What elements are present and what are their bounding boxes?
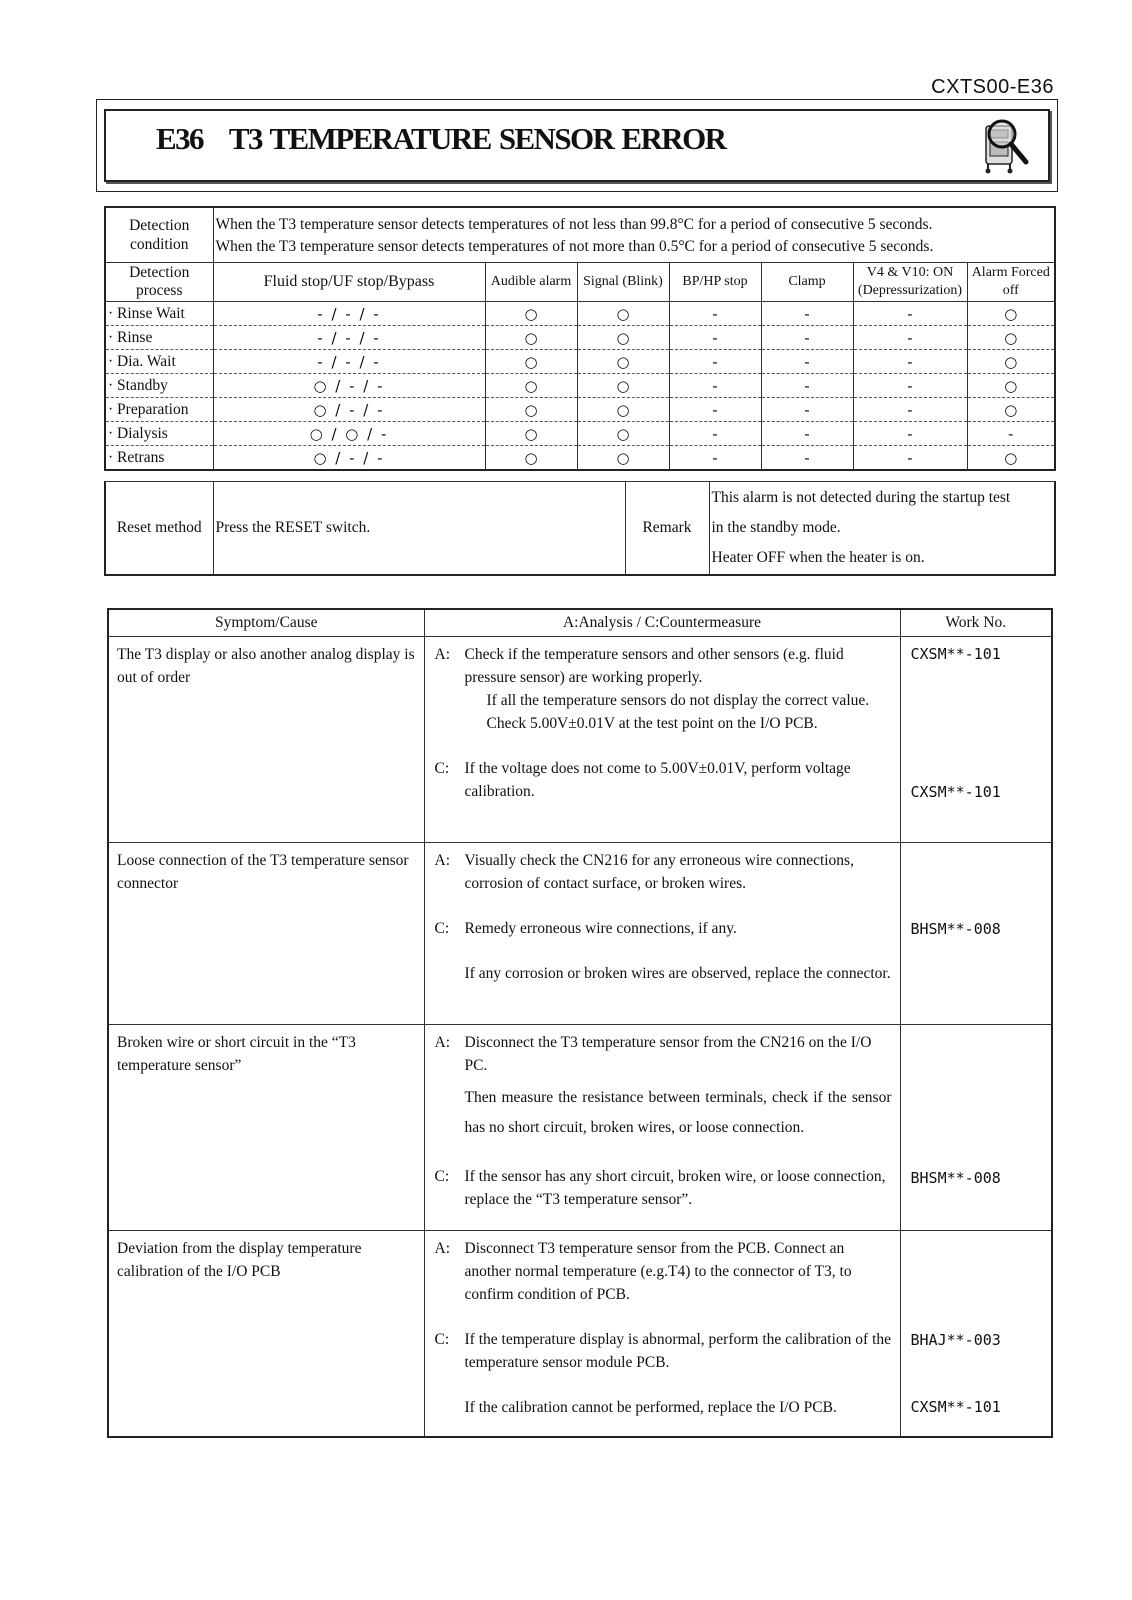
process-row <box>105 398 1055 422</box>
signal-status: ○ <box>577 374 669 398</box>
reset-method-text: Press the RESET switch. <box>213 482 625 576</box>
page-title <box>156 121 725 157</box>
header-alarm-forced-off: Alarm Forced off <box>967 263 1055 302</box>
detection-condition-label: Detection condition <box>105 207 213 263</box>
process-row <box>105 302 1055 326</box>
header-signal: Signal (Blink) <box>577 263 669 302</box>
condition-line: When the T3 temperature sensor detects temperatures of not less than 99.8°C for a period of consecutive 5 seconds. <box>215 216 933 233</box>
alarm-status: ○ <box>967 374 1055 398</box>
bp-status: - <box>669 446 761 471</box>
analysis-tag: A: <box>434 852 450 869</box>
clamp-status: - <box>761 302 853 326</box>
v4-status: - <box>853 422 967 446</box>
audible-status: ○ <box>485 374 577 398</box>
document-id: CXTS00-E36 <box>931 76 1054 98</box>
header-audible: Audible alarm <box>485 263 577 302</box>
process-name: · Rinse Wait <box>105 302 213 326</box>
bp-status: - <box>669 350 761 374</box>
header-fluid: Fluid stop/UF stop/Bypass <box>213 263 485 302</box>
analysis-tag: A: <box>434 1240 450 1257</box>
alarm-status: - <box>967 422 1055 446</box>
header-clamp: Clamp <box>761 263 853 302</box>
process-row <box>105 326 1055 350</box>
work-number: CXSM**-101 <box>910 783 1001 801</box>
fluid-status: ○ / - / - <box>213 374 485 398</box>
error-code: E36 <box>156 121 203 156</box>
header-v4-v10: V4 & V10: ON (Depressurization) <box>853 263 967 302</box>
analysis-subtext: If all the temperature sensors do not display the correct value. <box>486 692 870 709</box>
audible-status: ○ <box>485 326 577 350</box>
process-row <box>105 446 1055 471</box>
bp-status: - <box>669 398 761 422</box>
process-name: · Retrans <box>105 446 213 471</box>
bp-status: - <box>669 302 761 326</box>
process-name: · Dia. Wait <box>105 350 213 374</box>
troubleshooting-table <box>107 608 1053 1438</box>
header-analysis: A:Analysis / C:Countermeasure <box>424 609 900 637</box>
alarm-status: ○ <box>967 446 1055 471</box>
remark-line: Heater OFF when the heater is on. <box>711 549 925 566</box>
process-name: · Dialysis <box>105 422 213 446</box>
remark-line: in the standby mode. <box>711 519 841 536</box>
alarm-status: ○ <box>967 398 1055 422</box>
table-row <box>108 1025 1052 1231</box>
table-row <box>108 1231 1052 1437</box>
remark-text <box>709 482 1055 576</box>
v4-status: - <box>853 446 967 471</box>
v4-status: - <box>853 398 967 422</box>
error-title: T3 TEMPERATURE SENSOR ERROR <box>228 121 726 156</box>
v4-status: - <box>853 302 967 326</box>
clamp-status: - <box>761 350 853 374</box>
process-name: · Rinse <box>105 326 213 350</box>
alarm-status: ○ <box>967 326 1055 350</box>
clamp-status: - <box>761 326 853 350</box>
remark-line: This alarm is not detected during the startup test <box>711 489 1011 506</box>
signal-status: ○ <box>577 302 669 326</box>
clamp-status: - <box>761 422 853 446</box>
countermeasure-text: If the calibration cannot be performed, replace the I/O PCB. <box>464 1399 837 1416</box>
symptom-text: Broken wire or short circuit in the “T3 temperature sensor” <box>117 1034 356 1074</box>
reset-remark-table <box>104 481 1056 576</box>
v4-status: - <box>853 350 967 374</box>
fluid-status: - / - / - <box>213 302 485 326</box>
title-banner <box>96 99 1058 192</box>
work-number: BHSM**-008 <box>910 920 1001 938</box>
countermeasure-tag: C: <box>434 760 450 777</box>
clamp-status: - <box>761 374 853 398</box>
symptom-text: Deviation from the display temperature calibration of the I/O PCB <box>117 1240 362 1280</box>
clamp-status: - <box>761 398 853 422</box>
alarm-status: ○ <box>967 302 1055 326</box>
audible-status: ○ <box>485 446 577 471</box>
countermeasure-tag: C: <box>434 1331 450 1348</box>
work-number: CXSM**-101 <box>910 645 1001 663</box>
symptom-text: The T3 display or also another analog display is out of order <box>117 646 415 686</box>
analysis-text: Visually check the CN216 for any erroneous wire connections, corrosion of contact surface, or broken wires. <box>464 852 854 892</box>
bp-status: - <box>669 326 761 350</box>
bp-status: - <box>669 374 761 398</box>
analysis-tag: A: <box>434 1034 450 1051</box>
work-number: BHSM**-008 <box>910 1169 1001 1187</box>
analysis-text: Disconnect T3 temperature sensor from the PCB. Connect an another normal temperature (e.g.T4) to the connector of T3, to confirm condition of PCB. <box>464 1240 852 1303</box>
v4-status: - <box>853 374 967 398</box>
analysis-text: Disconnect the T3 temperature sensor from the CN216 on the I/O PC. <box>464 1034 872 1074</box>
process-row <box>105 422 1055 446</box>
condition-line: When the T3 temperature sensor detects temperatures of not more than 0.5°C for a period of consecutive 5 seconds. <box>215 238 934 255</box>
header-work-no: Work No. <box>900 609 1052 637</box>
process-row <box>105 374 1055 398</box>
countermeasure-tag: C: <box>434 920 450 937</box>
audible-status: ○ <box>485 302 577 326</box>
fluid-status: ○ / ○ / - <box>213 422 485 446</box>
audible-status: ○ <box>485 422 577 446</box>
countermeasure-text: If any corrosion or broken wires are observed, replace the connector. <box>464 965 891 982</box>
bp-status: - <box>669 422 761 446</box>
audible-status: ○ <box>485 350 577 374</box>
detection-conditions <box>213 207 1055 263</box>
analysis-tag: A: <box>434 646 450 663</box>
remark-label: Remark <box>625 482 709 576</box>
countermeasure-text: If the voltage does not come to 5.00V±0.01V, perform voltage calibration. <box>464 760 851 800</box>
alarm-status: ○ <box>967 350 1055 374</box>
title-frame <box>104 109 1050 182</box>
analysis-text: Then measure the resistance between terminals, check if the sensor has no short circuit, broken wires, or loose connection. <box>464 1089 892 1136</box>
fluid-status: - / - / - <box>213 326 485 350</box>
process-name: · Standby <box>105 374 213 398</box>
countermeasure-text: If the temperature display is abnormal, perform the calibration of the temperature sensor module PCB. <box>464 1331 892 1371</box>
symptom-text: Loose connection of the T3 temperature sensor connector <box>117 852 409 892</box>
header-symptom: Symptom/Cause <box>108 609 424 637</box>
signal-status: ○ <box>577 350 669 374</box>
reset-method-label: Reset method <box>105 482 213 576</box>
v4-status: - <box>853 326 967 350</box>
table-row <box>108 843 1052 1025</box>
countermeasure-text: Remedy erroneous wire connections, if any. <box>464 920 737 937</box>
process-name: · Preparation <box>105 398 213 422</box>
work-number: BHAJ**-003 <box>910 1331 1001 1349</box>
magnifier-machine-icon <box>980 118 1034 176</box>
signal-status: ○ <box>577 446 669 471</box>
countermeasure-text: If the sensor has any short circuit, broken wire, or loose connection, replace the “T3 temperature sensor”. <box>464 1168 886 1208</box>
analysis-text: Check if the temperature sensors and other sensors (e.g. fluid pressure sensor) are working properly. <box>464 646 844 686</box>
fluid-status: ○ / - / - <box>213 398 485 422</box>
signal-status: ○ <box>577 398 669 422</box>
detection-process-label: Detection process <box>105 263 213 302</box>
detection-table <box>104 206 1056 471</box>
analysis-subtext: Check 5.00V±0.01V at the test point on the I/O PCB. <box>486 715 818 732</box>
work-number: CXSM**-101 <box>910 1398 1001 1416</box>
signal-status: ○ <box>577 422 669 446</box>
header-bp-hp: BP/HP stop <box>669 263 761 302</box>
process-row <box>105 350 1055 374</box>
fluid-status: ○ / - / - <box>213 446 485 471</box>
signal-status: ○ <box>577 326 669 350</box>
audible-status: ○ <box>485 398 577 422</box>
countermeasure-tag: C: <box>434 1168 450 1185</box>
clamp-status: - <box>761 446 853 471</box>
fluid-status: - / - / - <box>213 350 485 374</box>
table-row <box>108 637 1052 843</box>
